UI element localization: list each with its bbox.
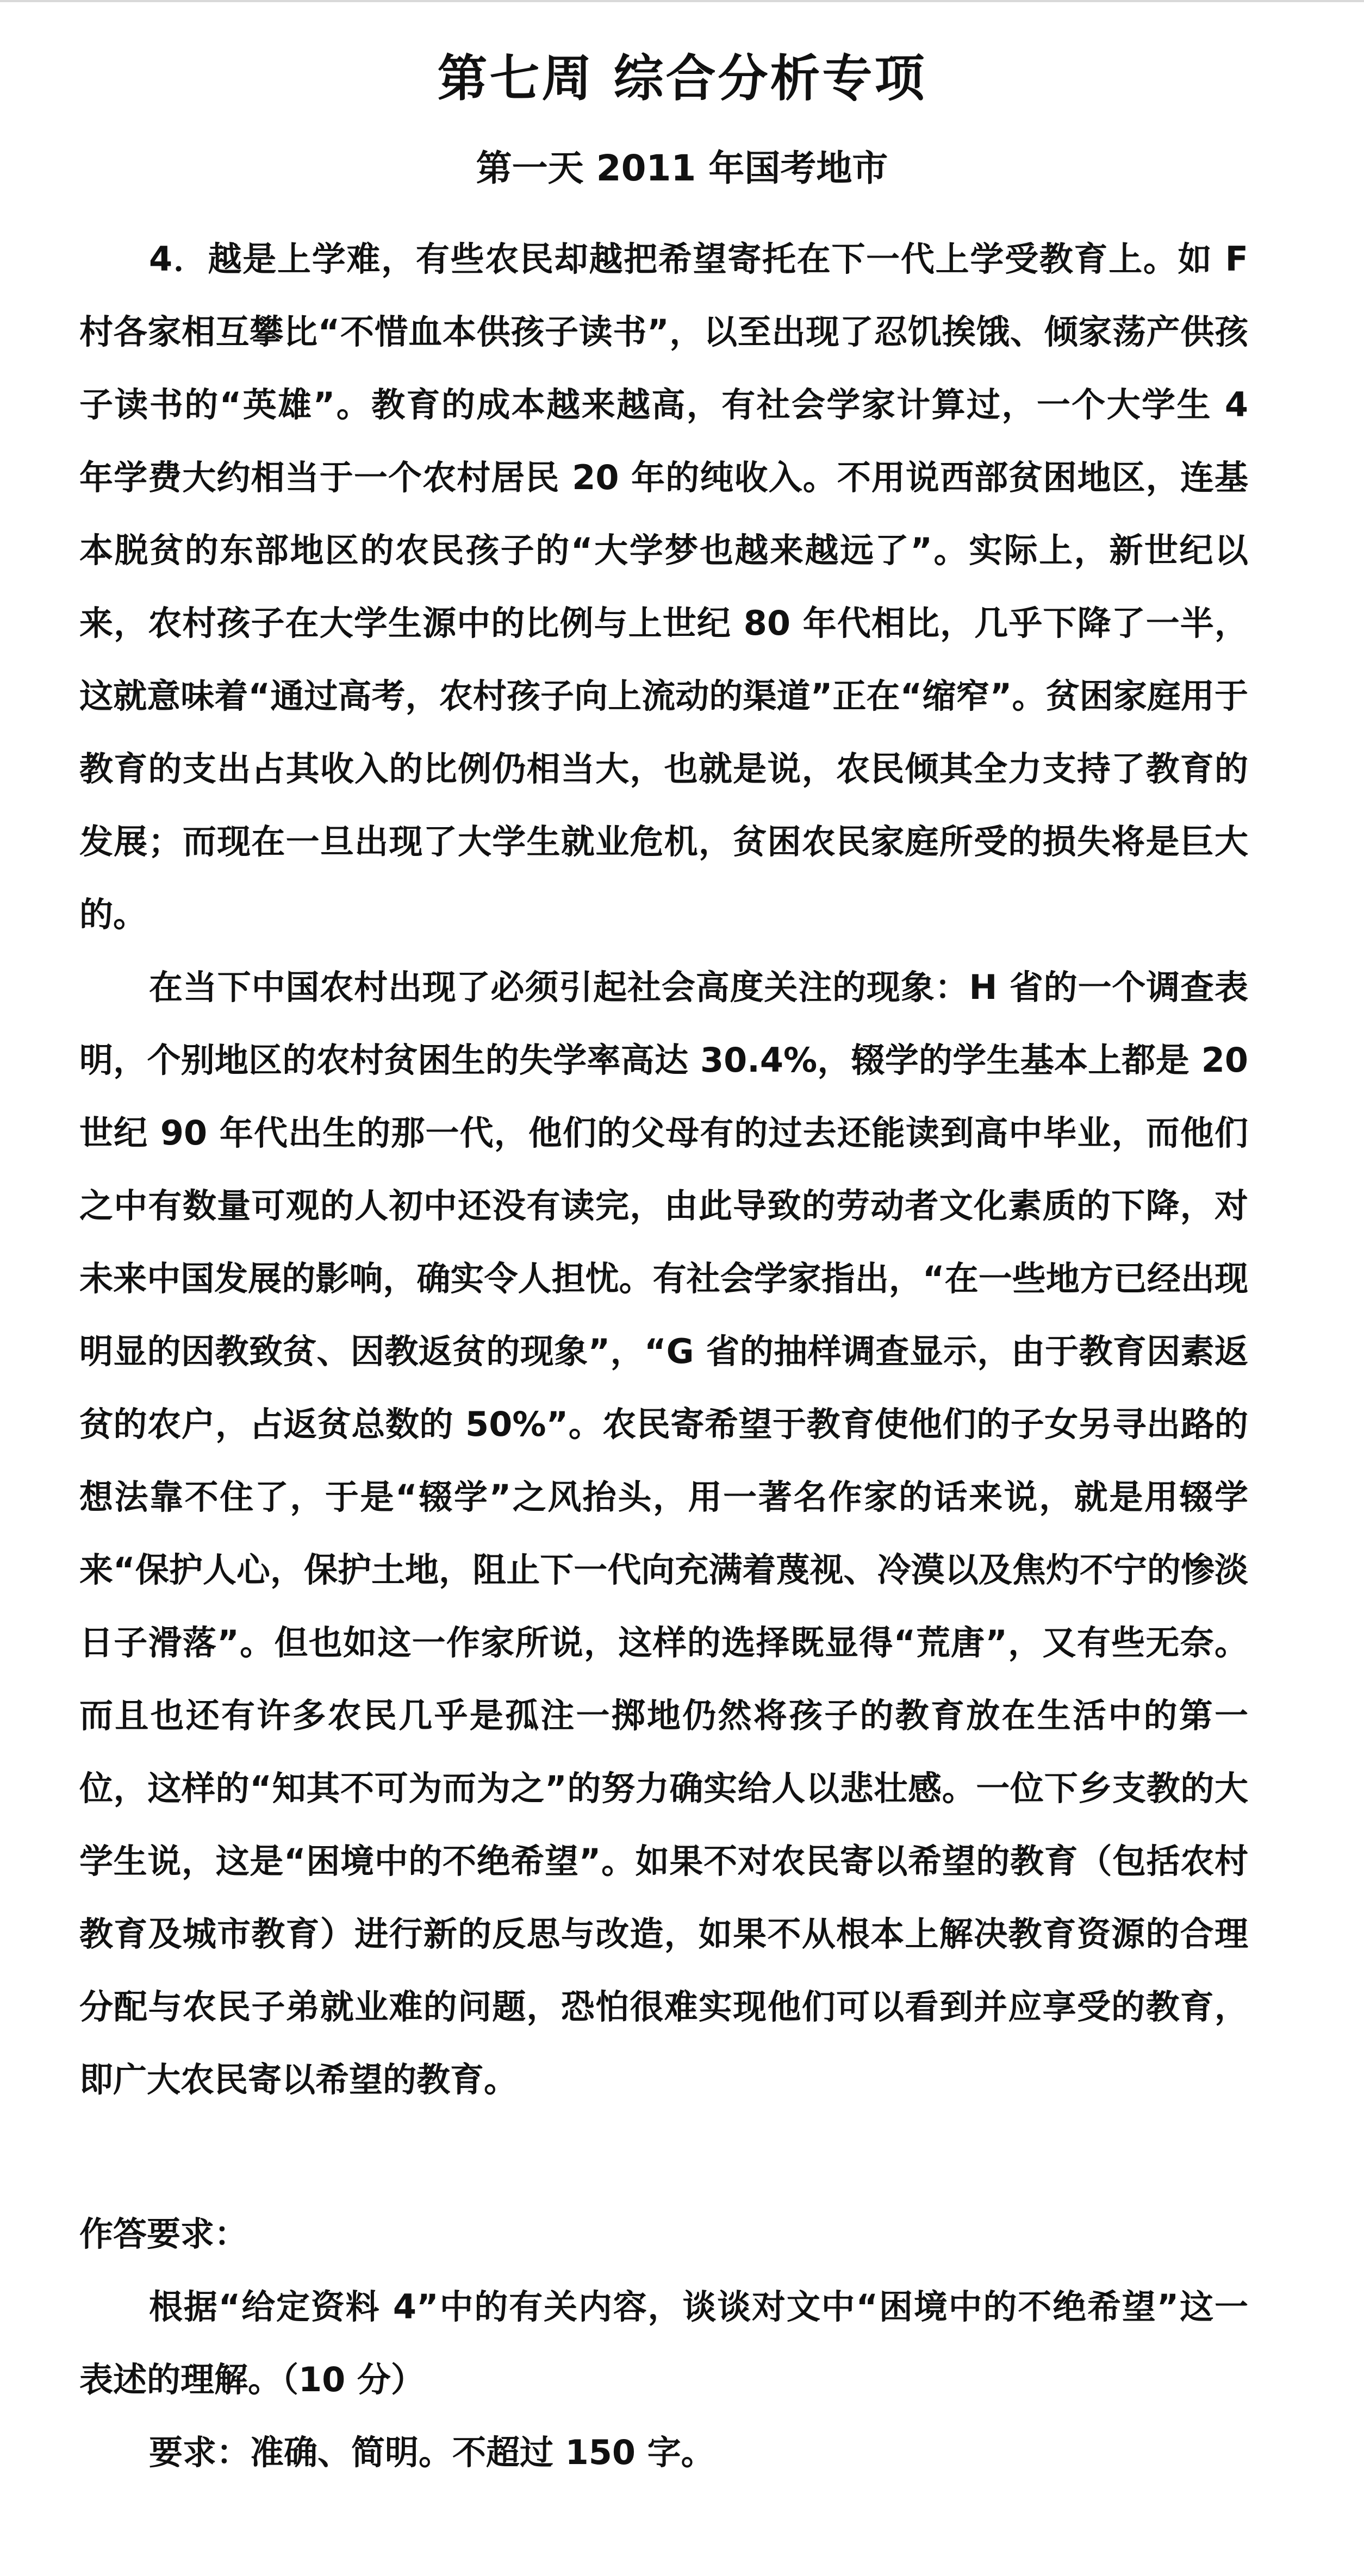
document-body	[79, 223, 1248, 2489]
question-text: 根据“给定资料 4”中的有关内容，谈谈对文中“困境中的不绝希望”这一表述的理解。（10 分）	[79, 2287, 1248, 2399]
requirements-heading: 作答要求：	[79, 2214, 248, 2254]
document-title: 第七周 综合分析专项	[437, 49, 927, 108]
section-spacer	[79, 2116, 1248, 2198]
material-paragraph-2: 在当下中国农村出现了必须引起社会高度关注的现象：H 省的一个调查表明，个别地区的农村贫困生的失学率高达 30.4%，辍学的学生基本上都是 20 世纪 90 年代出生的那一代，他们的父母有的过去还能读到高中毕业，而他们之中有数量可观的人初中还没有读完，由此导致的劳动者文化素质的下降，对未来中国发展的影响，确实令人担忧。有社会学家指出，“在一些地方已经出现明显的因教致贫、因教返贫的现象”，“G 省的抽样调查显示，由于教育因素返贫的农户，占返贫总数的 50%”。农民寄希望于教育使他们的子女另寻出路的想法靠不住了，于是“辍学”之风抬头，用一著名作家的话来说，就是用辍学来“保护人心，保护土地，阻止下一代向充满着蔑视、冷漠以及焦灼不宁的惨淡日子滑落”。但也如这一作家所说，这样的选择既显得“荒唐”，又有些无奈。而且也还有许多农民几乎是孤注一掷地仍然将孩子的教育放在生活中的第一位，这样的“知其不可为而为之”的努力确实给人以悲壮感。一位下乡支教的大学生说，这是“困境中的不绝希望”。如果不对农民寄以希望的教育（包括农村教育及城市教育）进行新的反思与改造，如果不从根本上解决教育资源的合理分配与农民子弟就业难的问题，恐怕很难实现他们可以看到并应享受的教育，即广大农民寄以希望的教育。	[79, 967, 1248, 2099]
top-border-line	[0, 0, 1364, 2]
material-paragraph-1: 4．越是上学难，有些农民却越把希望寄托在下一代上学受教育上。如 F 村各家相互攀比“不惜血本供孩子读书”，以至出现了忍饥挨饿、倾家荡产供孩子读书的“英雄”。教育的成本越来越高，有社会学家计算过，一个大学生 4 年学费大约相当于一个农村居民 20 年的纯收入。不用说西部贫困地区，连基本脱贫的东部地区的农民孩子的“大学梦也越来越远了”。实际上，新世纪以来，农村孩子在大学生源中的比例与上世纪 80 年代相比，几乎下降了一半，这就意味着“通过高考，农村孩子向上流动的渠道”正在“缩窄”。贫困家庭用于教育的支出占其收入的比例仍相当大，也就是说，农民倾其全力支持了教育的发展；而现在一旦出现了大学生就业危机，贫困农民家庭所受的损失将是巨大的。	[79, 239, 1248, 934]
document-subtitle: 第一天 2011 年国考地市	[476, 147, 888, 189]
answer-constraint: 要求：准确、简明。不超过 150 字。	[149, 2433, 715, 2472]
